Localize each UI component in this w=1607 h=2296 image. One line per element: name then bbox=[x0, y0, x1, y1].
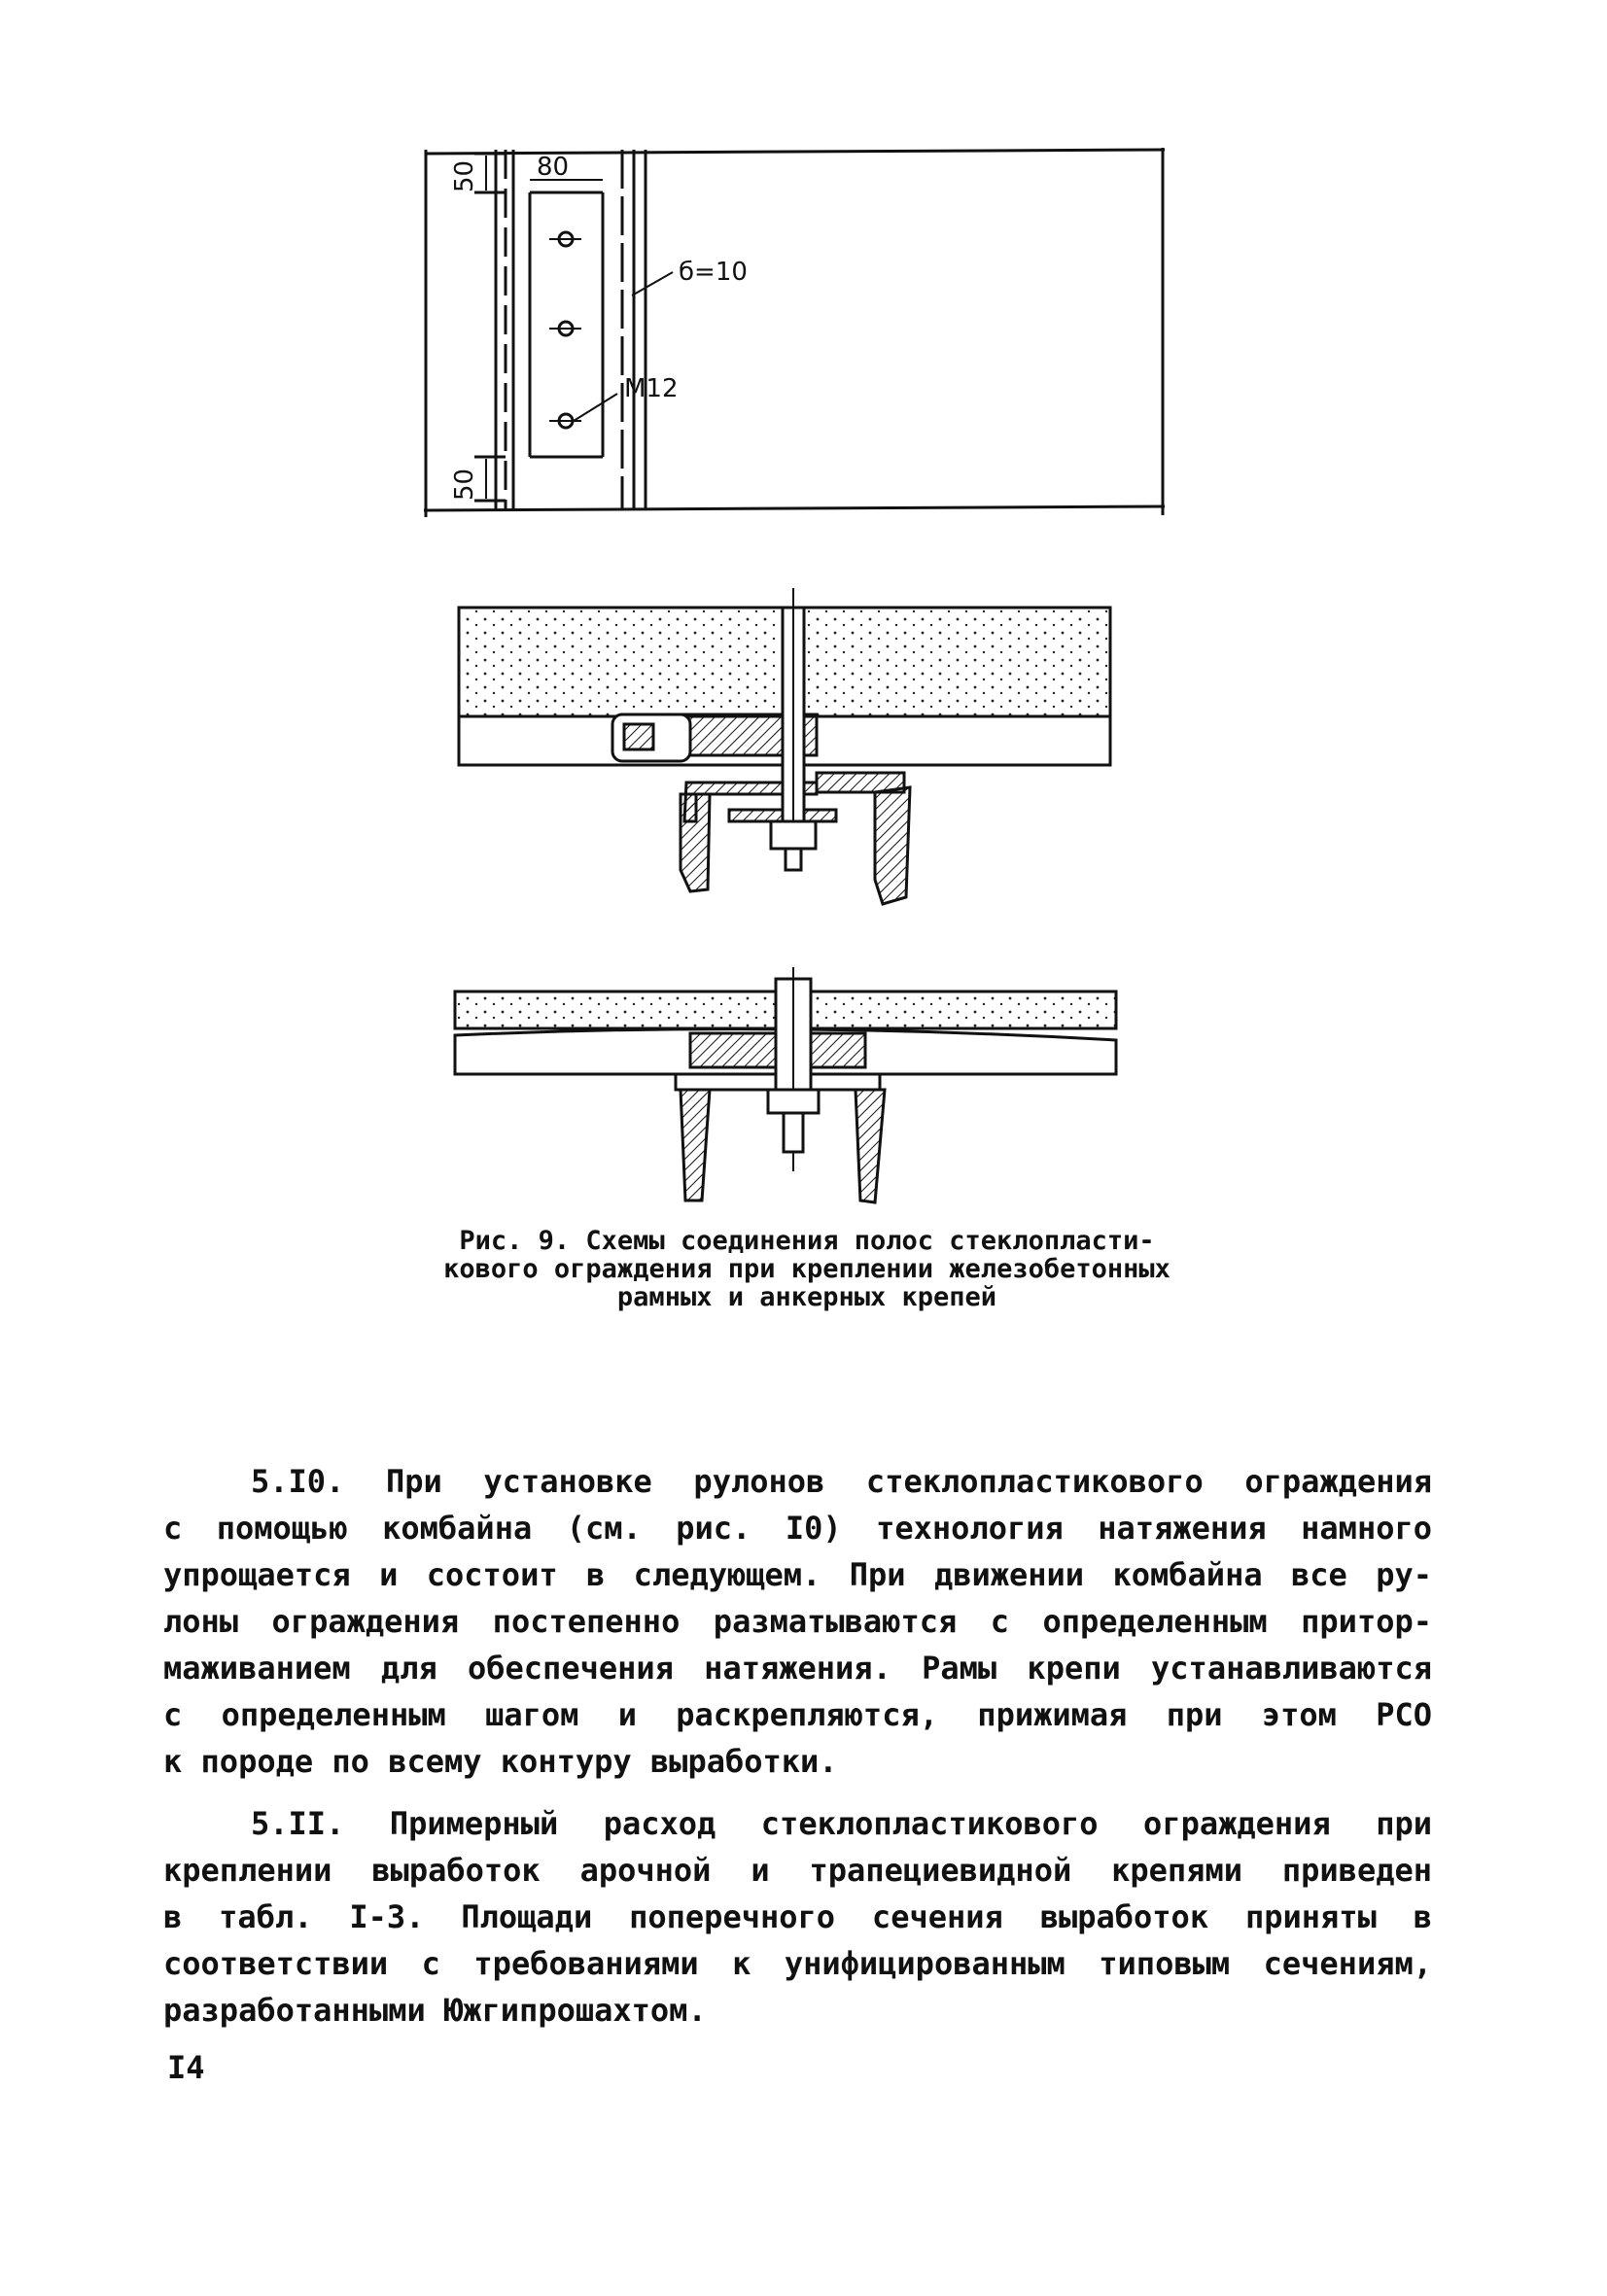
dim-top-50: 50 bbox=[450, 159, 479, 192]
text-line: лоны ограждения постепенно разматываются с определенным притор- bbox=[163, 1603, 1432, 1640]
figure-section-anchor bbox=[447, 967, 1128, 1220]
text-line: соответствии с требованиями к унифицированным типовым сечениям, bbox=[163, 1945, 1432, 1982]
text-line: креплении выработок арочной и трапециевидной крепями приведен bbox=[163, 1852, 1432, 1889]
label-thickness: б=10 bbox=[679, 258, 748, 287]
caption-line: Рис. 9. Схемы соединения полос стеклопласти- bbox=[459, 1226, 1155, 1256]
figure-caption bbox=[389, 1227, 1225, 1311]
page-number: I4 bbox=[167, 2049, 205, 2086]
paragraph-5-11 bbox=[163, 1800, 1432, 2034]
caption-line: рамных и анкерных крепей bbox=[616, 1282, 997, 1312]
text-line: с помощью комбайна (см. рис. I0) технология натяжения намного bbox=[163, 1510, 1432, 1547]
text-line: 5.I0. При установке рулонов стеклопластикового ограждения bbox=[251, 1463, 1432, 1500]
figure-section-frame bbox=[447, 588, 1128, 919]
caption-line: кового ограждения при креплении железобетонных bbox=[443, 1254, 1170, 1284]
paragraph-5-10 bbox=[163, 1458, 1432, 1785]
label-bolt: M12 bbox=[624, 374, 679, 403]
text-line: разработанными Южгипрошахтом. bbox=[163, 1992, 707, 2029]
text-line: упрощается и состоит в следующем. При движении комбайна все ру- bbox=[163, 1556, 1432, 1593]
text-line: к породе по всему контуру выработки. bbox=[163, 1743, 838, 1780]
text-line: 5.II. Примерный расход стеклопластикового ограждения при bbox=[251, 1805, 1432, 1842]
text-line: маживанием для обеспечения натяжения. Рамы крепи устанавливаются bbox=[163, 1650, 1432, 1687]
text-line: с определенным шагом и раскрепляются, прижимая при этом РСО bbox=[163, 1696, 1432, 1733]
dim-bottom-50: 50 bbox=[450, 468, 479, 501]
figure-top-view bbox=[408, 136, 1176, 535]
text-line: в табл. I-3. Площади поперечного сечения выработок приняты в bbox=[163, 1898, 1432, 1935]
dim-width-80: 80 bbox=[537, 153, 570, 182]
